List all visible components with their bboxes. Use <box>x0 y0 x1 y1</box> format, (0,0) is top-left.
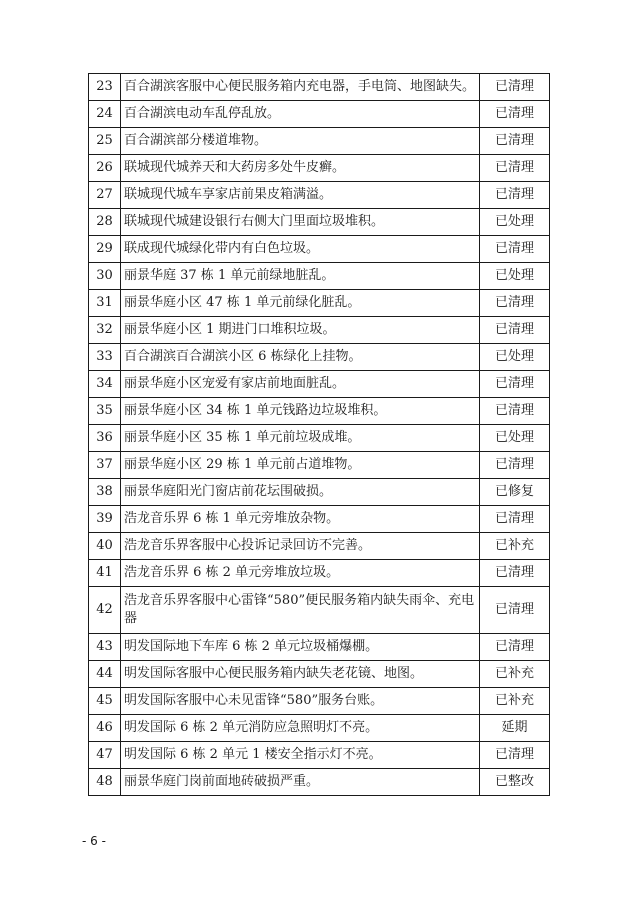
row-status: 已清理 <box>480 182 550 209</box>
row-status: 已处理 <box>480 344 550 371</box>
row-number: 27 <box>89 182 121 209</box>
row-number: 25 <box>89 128 121 155</box>
row-status: 已处理 <box>480 263 550 290</box>
row-number: 37 <box>89 452 121 479</box>
row-status: 已补充 <box>480 661 550 688</box>
table-row <box>89 715 550 742</box>
issue-table <box>88 73 550 796</box>
row-description: 明发国际客服中心便民服务箱内缺失老花镜、地图。 <box>121 661 480 688</box>
row-status: 已清理 <box>480 128 550 155</box>
row-status: 已清理 <box>480 371 550 398</box>
row-number: 34 <box>89 371 121 398</box>
row-number: 44 <box>89 661 121 688</box>
table-row <box>89 634 550 661</box>
table-row <box>89 425 550 452</box>
table-row <box>89 74 550 101</box>
row-description: 明发国际 6 栋 2 单元 1 楼安全指示灯不亮。 <box>121 742 480 769</box>
row-status: 已整改 <box>480 769 550 796</box>
table-row <box>89 317 550 344</box>
row-number: 31 <box>89 290 121 317</box>
table-row <box>89 101 550 128</box>
table-row <box>89 479 550 506</box>
table-row <box>89 742 550 769</box>
row-description: 百合湖滨客服中心便民服务箱内充电器，手电筒、地图缺失。 <box>121 74 480 101</box>
row-status: 已清理 <box>480 317 550 344</box>
table-row <box>89 506 550 533</box>
table-row <box>89 290 550 317</box>
table-row <box>89 398 550 425</box>
row-description: 丽景华庭小区 34 栋 1 单元钱路边垃圾堆积。 <box>121 398 480 425</box>
row-description: 百合湖滨百合湖滨小区 6 栋绿化上挂物。 <box>121 344 480 371</box>
row-status: 已清理 <box>480 74 550 101</box>
row-number: 38 <box>89 479 121 506</box>
row-description: 丽景华庭小区 1 期进门口堆积垃圾。 <box>121 317 480 344</box>
table-row <box>89 661 550 688</box>
table-row <box>89 452 550 479</box>
row-number: 41 <box>89 560 121 587</box>
row-description: 丽景华庭小区 35 栋 1 单元前垃圾成堆。 <box>121 425 480 452</box>
table-row <box>89 533 550 560</box>
row-status: 已清理 <box>480 742 550 769</box>
table-row <box>89 236 550 263</box>
table-row <box>89 688 550 715</box>
row-description: 浩龙音乐界 6 栋 2 单元旁堆放垃圾。 <box>121 560 480 587</box>
row-description: 浩龙音乐界客服中心雷锋“580”便民服务箱内缺失雨伞、充电器 <box>121 587 480 634</box>
row-description: 丽景华庭小区宠爱有家店前地面脏乱。 <box>121 371 480 398</box>
row-number: 26 <box>89 155 121 182</box>
table-row <box>89 587 550 634</box>
row-status: 已清理 <box>480 634 550 661</box>
row-status: 已修复 <box>480 479 550 506</box>
table-row <box>89 371 550 398</box>
row-description: 百合湖滨部分楼道堆物。 <box>121 128 480 155</box>
row-description: 联成现代城绿化带内有白色垃圾。 <box>121 236 480 263</box>
row-status: 已清理 <box>480 290 550 317</box>
row-status: 已处理 <box>480 209 550 236</box>
row-description: 百合湖滨电动车乱停乱放。 <box>121 101 480 128</box>
row-number: 24 <box>89 101 121 128</box>
row-number: 46 <box>89 715 121 742</box>
row-status: 已清理 <box>480 560 550 587</box>
table-row <box>89 769 550 796</box>
row-number: 29 <box>89 236 121 263</box>
row-description: 丽景华庭阳光门窗店前花坛围破损。 <box>121 479 480 506</box>
row-number: 36 <box>89 425 121 452</box>
row-status: 已补充 <box>480 533 550 560</box>
row-status: 已清理 <box>480 101 550 128</box>
row-description: 联城现代城车享家店前果皮箱满溢。 <box>121 182 480 209</box>
table-row <box>89 182 550 209</box>
row-description: 丽景华庭 37 栋 1 单元前绿地脏乱。 <box>121 263 480 290</box>
row-number: 40 <box>89 533 121 560</box>
row-description: 明发国际 6 栋 2 单元消防应急照明灯不亮。 <box>121 715 480 742</box>
row-description: 明发国际地下车库 6 栋 2 单元垃圾桶爆棚。 <box>121 634 480 661</box>
table-row <box>89 209 550 236</box>
row-number: 30 <box>89 263 121 290</box>
row-number: 33 <box>89 344 121 371</box>
row-status: 已补充 <box>480 688 550 715</box>
table-row <box>89 155 550 182</box>
row-status: 已清理 <box>480 452 550 479</box>
row-number: 32 <box>89 317 121 344</box>
row-number: 35 <box>89 398 121 425</box>
row-number: 39 <box>89 506 121 533</box>
row-number: 28 <box>89 209 121 236</box>
row-status: 已清理 <box>480 398 550 425</box>
row-status: 延期 <box>480 715 550 742</box>
row-description: 丽景华庭小区 29 栋 1 单元前占道堆物。 <box>121 452 480 479</box>
table-row <box>89 263 550 290</box>
row-number: 23 <box>89 74 121 101</box>
row-description: 浩龙音乐界客服中心投诉记录回访不完善。 <box>121 533 480 560</box>
table-row <box>89 344 550 371</box>
row-description: 丽景华庭小区 47 栋 1 单元前绿化脏乱。 <box>121 290 480 317</box>
row-description: 明发国际客服中心未见雷锋“580”服务台账。 <box>121 688 480 715</box>
row-description: 联城现代城养天和大药房多处牛皮癣。 <box>121 155 480 182</box>
row-status: 已清理 <box>480 155 550 182</box>
page-number: - 6 - <box>82 834 106 848</box>
table-row <box>89 128 550 155</box>
row-number: 47 <box>89 742 121 769</box>
row-number: 42 <box>89 587 121 634</box>
row-number: 45 <box>89 688 121 715</box>
row-description: 联城现代城建设银行右侧大门里面垃圾堆积。 <box>121 209 480 236</box>
row-status: 已清理 <box>480 506 550 533</box>
row-description: 浩龙音乐界 6 栋 1 单元旁堆放杂物。 <box>121 506 480 533</box>
row-status: 已清理 <box>480 236 550 263</box>
row-number: 48 <box>89 769 121 796</box>
row-number: 43 <box>89 634 121 661</box>
row-status: 已清理 <box>480 587 550 634</box>
row-description: 丽景华庭门岗前面地砖破损严重。 <box>121 769 480 796</box>
table-row <box>89 560 550 587</box>
row-status: 已处理 <box>480 425 550 452</box>
